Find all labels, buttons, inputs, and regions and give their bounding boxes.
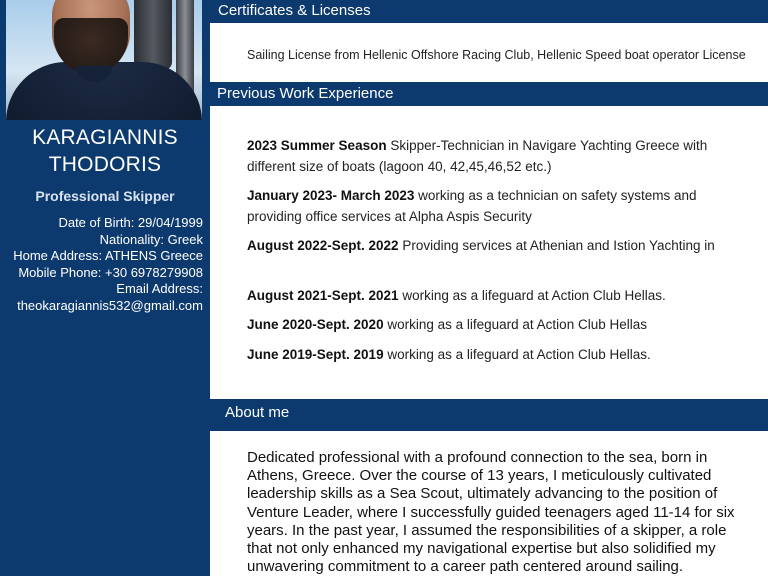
certificates-heading: Certificates & Licenses [210, 0, 768, 23]
work-entry-period: 2023 Summer Season [247, 138, 387, 153]
work-entry-period: August 2021-Sept. 2021 [247, 287, 399, 303]
profile-sidebar [0, 0, 210, 576]
work-entry-text: Skipper-Technician in Navigare Yachting Greece with different size of boats (lagoon 40, 42,45,46,52 etc.) [247, 138, 708, 174]
work-entry [247, 186, 747, 227]
main-content [210, 0, 768, 576]
nationality: Nationality: Greek [99, 231, 203, 247]
contact-details [0, 215, 203, 314]
home-address: Home Address: ATHENS Greece [13, 248, 203, 263]
work-entry-text: working as a lifeguard at Action Club Hellas [387, 317, 647, 332]
work-experience-heading: Previous Work Experience [210, 82, 768, 106]
profile-photo [6, 0, 202, 120]
work-entry-text: working as a lifeguard at Action Club Hellas. [387, 346, 651, 362]
about-text: Dedicated professional with a profound connection to the sea, born in Athens, Greece. Over the course of 13 years, I meticulously cultivated leadership skills as a Sea Scout, ultimately advancing to the position of Venture Leader, where I successfully guided teenagers aged 11-14 for six years. In the past year, I assumed the responsibilities of a skipper, a role that not only enhanced my navigational expertise but also solidified my unwavering commitment to a career path centered around sailing. [247, 449, 735, 576]
work-experience-list [247, 136, 747, 374]
work-entry [247, 286, 747, 307]
work-entry [247, 136, 747, 177]
certificates-text: Sailing License from Hellenic Offshore Racing Club, Hellenic Speed boat operator License [247, 48, 746, 62]
work-entry-period: January 2023- March 2023 [247, 188, 415, 203]
work-entry-text: Providing services at Athenian and Istion Yachting in [402, 238, 715, 253]
email-label: Email Address: [116, 281, 203, 296]
work-entry [247, 236, 747, 257]
work-entry-period: June 2019-Sept. 2019 [247, 346, 384, 362]
name-line-2: THODORIS [48, 153, 162, 176]
work-entry [247, 315, 747, 336]
about-heading: About me [210, 399, 768, 431]
profile-name [0, 124, 210, 178]
work-entry-text: working as a lifeguard at Action Club Hellas. [402, 287, 666, 303]
date-of-birth: Date of Birth: 29/04/1999 [58, 215, 203, 230]
work-entry-period: August 2022-Sept. 2022 [247, 238, 399, 253]
profile-role: Professional Skipper [35, 188, 175, 204]
work-entry-period: June 2020-Sept. 2020 [247, 317, 384, 332]
work-entry [247, 345, 747, 366]
name-line-1: KARAGIANNIS [32, 126, 178, 149]
mobile-phone: Mobile Phone: +30 6978279908 [18, 264, 203, 280]
email-address: theokaragiannis532@gmail.com [17, 297, 203, 313]
work-entry-text: working as a technician on safety systems and providing office services at Alpha Aspis Security [247, 188, 697, 224]
